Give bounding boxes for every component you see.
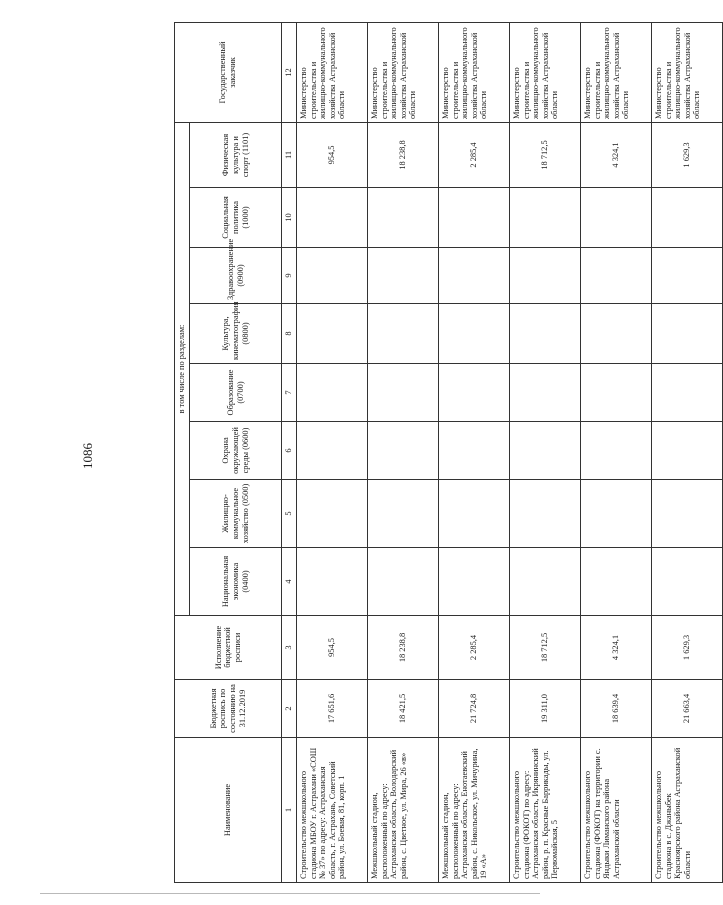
row-c1000 — [368, 188, 439, 248]
row-c0700 — [652, 364, 723, 422]
row-c0600 — [581, 422, 652, 480]
col-number-9: 9 — [282, 248, 297, 304]
row-c0400 — [368, 548, 439, 616]
row-name: Строительство межшкольного стадиона МБОУ г. Астрахани «СОШ № 37» по адресу: Астраханская область, г. Астрахань, Советский район, ул. Боевая, 81, корп. 1 — [297, 738, 368, 883]
row-c0800 — [368, 304, 439, 364]
column-number-row — [282, 23, 297, 883]
row-c1000 — [297, 188, 368, 248]
header-execution: Исполнение бюджетной росписи — [175, 616, 282, 680]
row-c0500 — [652, 480, 723, 548]
col-number-8: 8 — [282, 304, 297, 364]
header-section-0900: Здравоохранение (0900) — [190, 248, 282, 304]
header-customer: Государственный заказчик — [175, 23, 282, 123]
header-section-0800: Культура, кинематография (0800) — [190, 304, 282, 364]
row-c0900 — [297, 248, 368, 304]
row-name: Строительство межшкольного стадиона (ФОКОТ) на территории с. Яндыки Лиманского района Астраханской области — [581, 738, 652, 883]
col-number-3: 3 — [282, 616, 297, 680]
header-sections-group: в том числе по разделам: — [175, 123, 190, 616]
row-c1101: 4 324,1 — [581, 123, 652, 188]
row-c0700 — [439, 364, 510, 422]
budget-table — [174, 22, 723, 883]
row-c0400 — [652, 548, 723, 616]
row-customer: Министерство строительства и жилищно-коммунального хозяйства Астраханской области — [510, 23, 581, 123]
table-row — [652, 23, 723, 883]
row-c0900 — [510, 248, 581, 304]
row-name: Строительство межшкольного стадиона (ФОКОТ) по адресу: Астраханская область, Икрянинский район, р. п. Красные Баррикады, ул. Первомайская, 5 — [510, 738, 581, 883]
scan-edge-line — [40, 893, 540, 894]
row-budget: 17 651,6 — [297, 680, 368, 738]
col-number-2: 2 — [282, 680, 297, 738]
row-c0400 — [297, 548, 368, 616]
row-c0600 — [297, 422, 368, 480]
row-c0900 — [652, 248, 723, 304]
row-c0800 — [581, 304, 652, 364]
row-budget: 18 639,4 — [581, 680, 652, 738]
row-budget: 18 421,5 — [368, 680, 439, 738]
table-row — [368, 23, 439, 883]
row-c0700 — [581, 364, 652, 422]
row-c1101: 1 629,3 — [652, 123, 723, 188]
row-c0500 — [581, 480, 652, 548]
row-c0700 — [510, 364, 581, 422]
header-section-0500: Жилищно-коммунальное хозяйство (0500) — [190, 480, 282, 548]
row-execution: 18 238,8 — [368, 616, 439, 680]
col-number-4: 4 — [282, 548, 297, 616]
table-row — [510, 23, 581, 883]
row-name: Строительство межшкольного стадиона в с. Джаныбек Красноярского района Астраханской области — [652, 738, 723, 883]
col-number-10: 10 — [282, 188, 297, 248]
row-name: Межшкольный стадион, расположенный по адресу: Астраханская область, Володарский район, с. Цветное, ул. Мира, 26 «в» — [368, 738, 439, 883]
row-c0800 — [652, 304, 723, 364]
row-c1101: 18 712,5 — [510, 123, 581, 188]
row-customer: Министерство строительства и жилищно-коммунального хозяйства Астраханской области — [439, 23, 510, 123]
row-c0500 — [510, 480, 581, 548]
row-c0600 — [510, 422, 581, 480]
row-c0500 — [439, 480, 510, 548]
row-c0800 — [510, 304, 581, 364]
row-c0900 — [439, 248, 510, 304]
header-name: Наименование — [175, 738, 282, 883]
row-customer: Министерство строительства и жилищно-коммунального хозяйства Астраханской области — [297, 23, 368, 123]
col-number-5: 5 — [282, 480, 297, 548]
col-number-6: 6 — [282, 422, 297, 480]
row-c1101: 954,5 — [297, 123, 368, 188]
row-c0700 — [297, 364, 368, 422]
col-number-12: 12 — [282, 23, 297, 123]
row-c1000 — [581, 188, 652, 248]
rotated-table-wrapper — [174, 23, 702, 883]
row-c0700 — [368, 364, 439, 422]
row-execution: 1 629,3 — [652, 616, 723, 680]
row-c0900 — [581, 248, 652, 304]
row-c0900 — [368, 248, 439, 304]
row-c0500 — [368, 480, 439, 548]
row-c0400 — [510, 548, 581, 616]
header-section-1000: Социальная политика (1000) — [190, 188, 282, 248]
row-customer: Министерство строительства и жилищно-коммунального хозяйства Астраханской области — [652, 23, 723, 123]
col-number-7: 7 — [282, 364, 297, 422]
row-c0600 — [368, 422, 439, 480]
row-c1000 — [510, 188, 581, 248]
row-execution: 18 712,5 — [510, 616, 581, 680]
row-customer: Министерство строительства и жилищно-коммунального хозяйства Астраханской области — [368, 23, 439, 123]
row-name: Межшкольный стадион, расположенный по адресу: Астраханская область, Енотаевский район, с. Никольское, ул. Мичурина, 19 «А» — [439, 738, 510, 883]
table-row — [439, 23, 510, 883]
row-execution: 2 285,4 — [439, 616, 510, 680]
table-row — [297, 23, 368, 883]
row-c0800 — [439, 304, 510, 364]
row-c0800 — [297, 304, 368, 364]
row-c1000 — [652, 188, 723, 248]
header-section-0400: Национальная экономика (0400) — [190, 548, 282, 616]
row-budget: 21 724,8 — [439, 680, 510, 738]
header-budget-plan: Бюджетная роспись по состоянию на 31.12.2019 — [175, 680, 282, 738]
row-c1101: 18 238,8 — [368, 123, 439, 188]
row-budget: 19 311,0 — [510, 680, 581, 738]
row-c0600 — [439, 422, 510, 480]
col-number-1: 1 — [282, 738, 297, 883]
row-c0600 — [652, 422, 723, 480]
header-section-0600: Охрана окружающей среды (0600) — [190, 422, 282, 480]
row-execution: 4 324,1 — [581, 616, 652, 680]
row-c1101: 2 285,4 — [439, 123, 510, 188]
header-section-1101: Физическая культура и спорт (1101) — [190, 123, 282, 188]
row-c0400 — [439, 548, 510, 616]
row-execution: 954,5 — [297, 616, 368, 680]
col-number-11: 11 — [282, 123, 297, 188]
page-number: 1086 — [80, 443, 95, 469]
row-c0500 — [297, 480, 368, 548]
table-row — [581, 23, 652, 883]
row-customer: Министерство строительства и жилищно-коммунального хозяйства Астраханской области — [581, 23, 652, 123]
header-row-1 — [175, 23, 190, 883]
row-c1000 — [439, 188, 510, 248]
row-c0400 — [581, 548, 652, 616]
row-budget: 21 663,4 — [652, 680, 723, 738]
header-section-0700: Образование (0700) — [190, 364, 282, 422]
